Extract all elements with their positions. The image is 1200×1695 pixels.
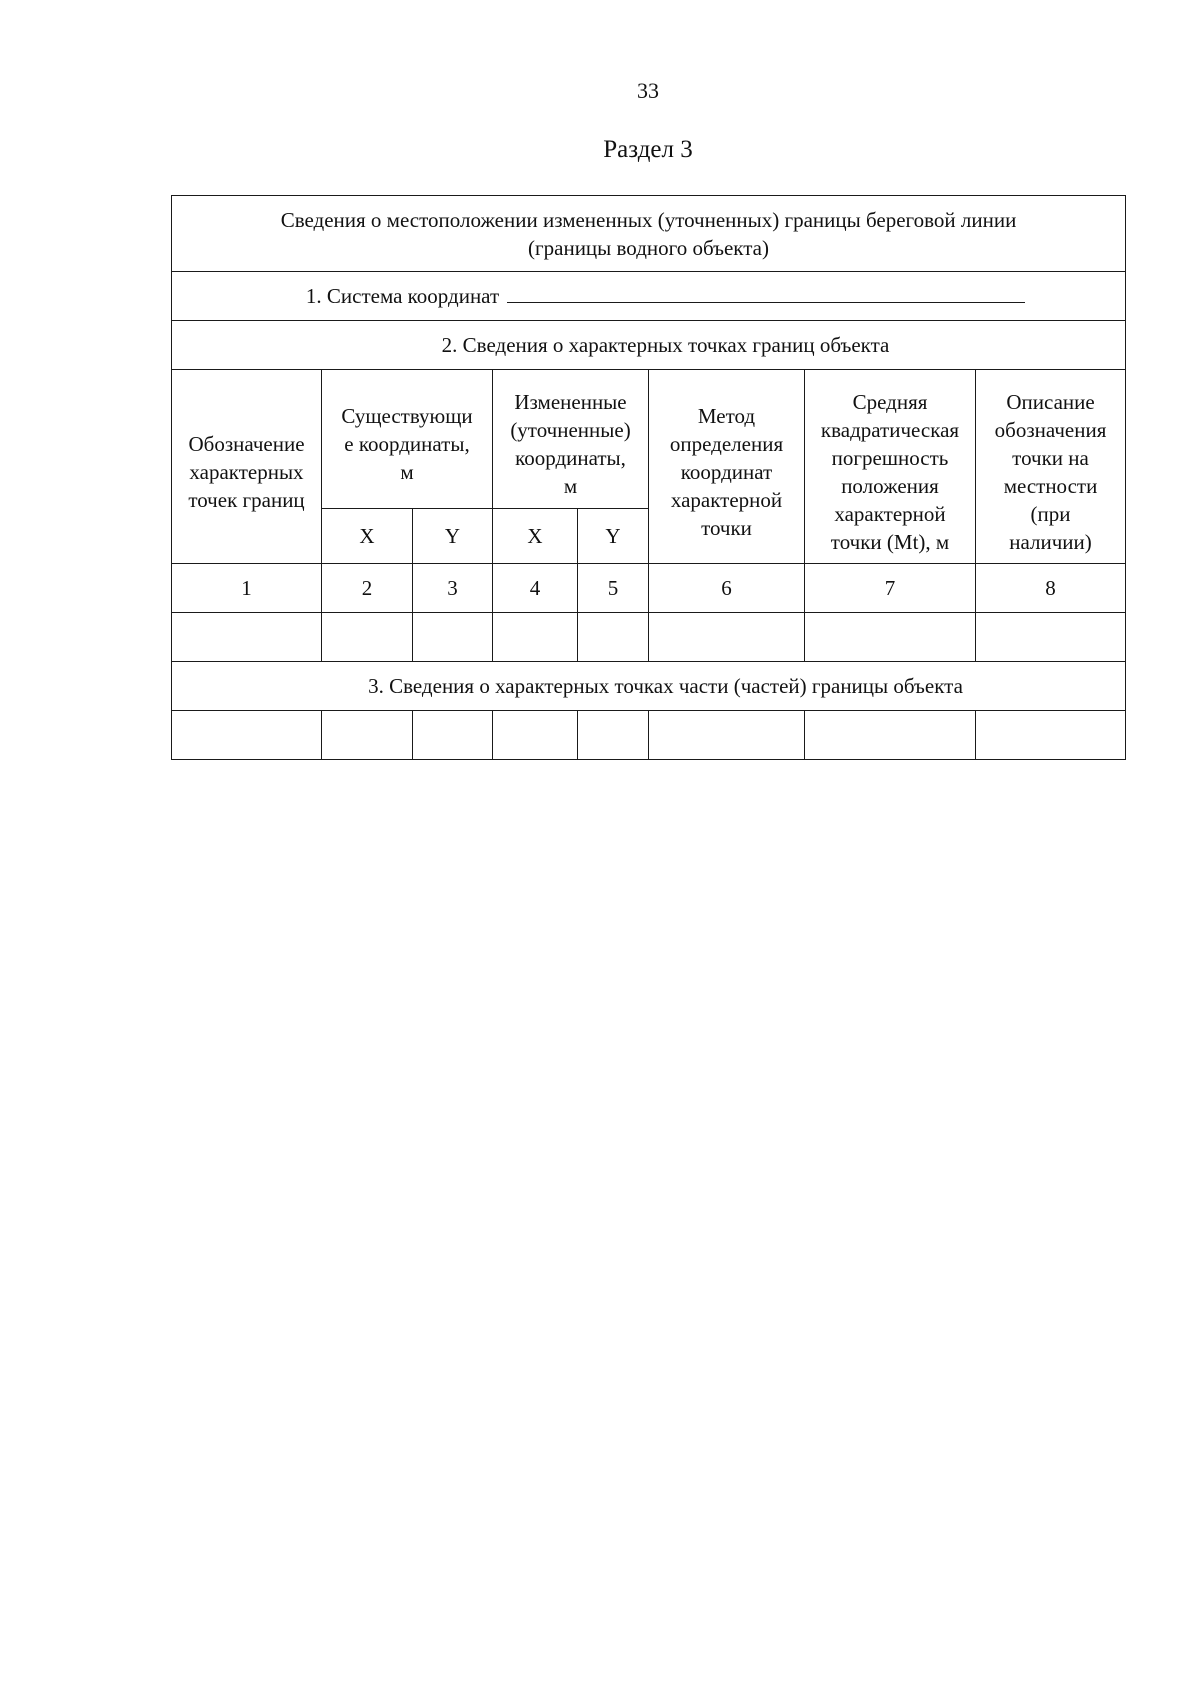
column-number: 6 [649,564,805,613]
column-number: 7 [805,564,976,613]
header-text: е координаты, [344,432,470,456]
coordinate-system-blank[interactable] [507,284,1025,303]
empty-cell[interactable] [649,613,805,662]
empty-cell[interactable] [976,711,1126,760]
empty-cell[interactable] [805,613,976,662]
header-text: Метод [697,403,756,428]
coordinate-system-cell [172,272,1126,321]
column-numbers-row [172,564,1126,613]
subheader-changed-y: Y [578,509,649,564]
empty-cell[interactable] [493,613,578,662]
empty-cell[interactable] [172,613,322,662]
header-text: координат [680,459,773,484]
column-number: 3 [413,564,493,613]
table-title-line-2: (границы водного объекта) [528,235,769,260]
page-number: 33 [637,78,659,103]
header-text: определения [669,431,784,456]
empty-cell[interactable] [413,613,493,662]
empty-cell[interactable] [649,711,805,760]
header-existing-coordinates [322,370,493,509]
header-text: точки [701,515,752,540]
table-title-line-1: Сведения о местоположении измененных (уточненных) границы береговой линии [280,207,1017,232]
header-text: координаты, [515,446,626,470]
header-text: погрешность [831,445,949,470]
subheader-existing-y: Y [413,509,493,564]
coordinate-system-label: 1. Система координат [305,284,500,308]
column-number: 1 [172,564,322,613]
empty-cell[interactable] [322,711,413,760]
header-text: м [563,474,578,498]
header-text: квадратическая [820,417,960,442]
header-text: (уточненные) [510,418,631,442]
header-text: характерной [834,501,946,526]
header-text: характерных [189,459,304,484]
parts-section-row [172,662,1126,711]
header-point-designation [172,370,322,564]
title-row [172,196,1126,272]
header-text: характерной [670,487,783,512]
empty-cell[interactable] [805,711,976,760]
column-number: 5 [578,564,649,613]
table-title [172,196,1126,272]
column-number: 2 [322,564,413,613]
header-text: (при [1030,501,1071,526]
parts-section-label: 3. Сведения о характерных точках части (частей) границы объекта [172,662,1126,711]
subheader-changed-x: X [493,509,578,564]
empty-cell[interactable] [578,711,649,760]
empty-cell[interactable] [413,711,493,760]
header-text: Средняя [852,389,928,414]
header-text: м [400,460,414,484]
header-text: Обозначение [188,431,305,456]
empty-cell[interactable] [322,613,413,662]
empty-cell[interactable] [976,613,1126,662]
header-changed-coordinates [493,370,649,509]
header-text: местности [1003,473,1098,498]
header-row [172,370,1126,509]
points-data-row [172,613,1126,662]
header-text: точки (Mt), м [830,529,950,554]
header-text: Описание [1006,389,1095,414]
boundary-points-table [171,195,1126,760]
header-text: Измененные [514,390,627,414]
header-text: положения [841,473,939,498]
empty-cell[interactable] [493,711,578,760]
coordinate-system-row [172,272,1126,321]
header-method [649,370,805,564]
section-title: Раздел 3 [603,136,693,163]
empty-cell[interactable] [578,613,649,662]
subheader-existing-x: X [322,509,413,564]
header-mean-error [805,370,976,564]
points-section-row [172,321,1126,370]
empty-cell[interactable] [172,711,322,760]
header-description [976,370,1126,564]
column-number: 4 [493,564,578,613]
header-text: точки на [1012,445,1089,470]
parts-data-row [172,711,1126,760]
header-text: обозначения [994,417,1107,442]
points-section-label: 2. Сведения о характерных точках границ объекта [172,321,1126,370]
column-number: 8 [976,564,1126,613]
header-text: наличии) [1009,529,1092,554]
header-text: Существующи [341,404,473,428]
header-text: точек границ [188,487,305,512]
